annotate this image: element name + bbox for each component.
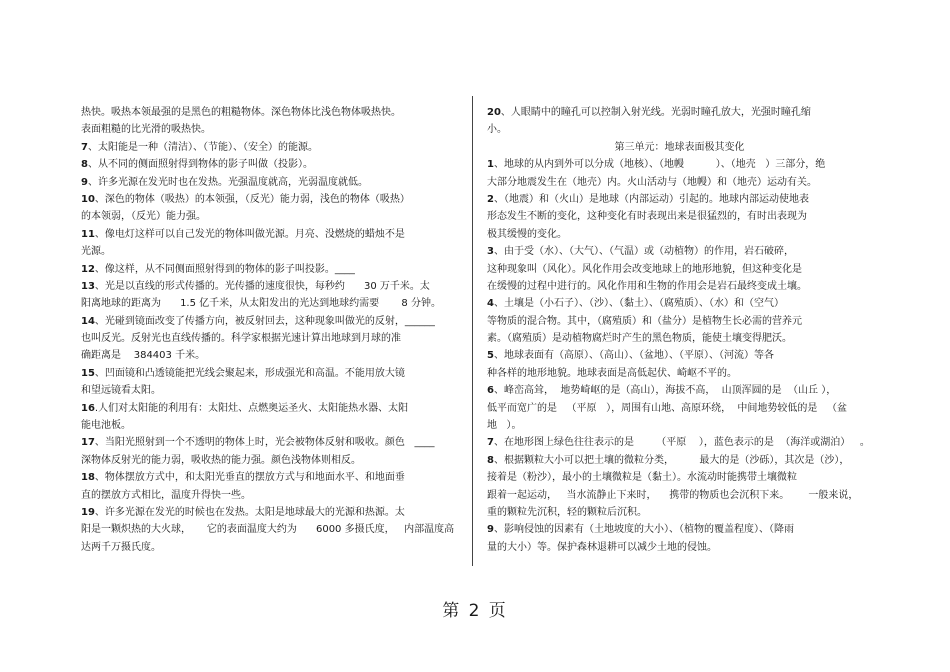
text-line <box>81 156 461 173</box>
text-line <box>81 191 461 208</box>
item-number: 3 <box>487 246 494 258</box>
text-line <box>81 139 461 156</box>
line-text: 大部分地震发生在（地壳）内。火山活动与（地幔）和（地壳）运动有关。 <box>487 176 817 188</box>
line-text: 、地球的从内到外可以分成（地核）、（地幔 ）、（地壳 ）三部分，绝 <box>493 159 826 171</box>
text-line <box>487 365 872 382</box>
text-line <box>487 174 872 191</box>
text-line <box>487 452 872 469</box>
text-line <box>81 521 461 538</box>
line-text: 阳是一颗炽热的大火球， 它的表面温度大约为 6000 多摄氏度， 内部温度高 <box>81 524 455 536</box>
line-text: 、光碰到镜面改变了传播方向，被反射回去，这种现象叫做光的反射，______ <box>94 315 435 327</box>
line-text: 量的大小）等。保护森林退耕可以减少土地的侵蚀。 <box>487 541 717 553</box>
text-line <box>487 295 872 312</box>
text-line <box>81 208 461 225</box>
text-line <box>487 156 872 173</box>
item-number: 6 <box>487 385 494 397</box>
text-line <box>487 330 872 347</box>
line-text: 素。（腐殖质）是动植物腐烂时产生的黑色物质，能使土壤变得肥沃。 <box>487 333 792 345</box>
line-text: 、当阳光照射到一个不透明的物体上时，光会被物体反射和吸收。颜色 ____ <box>94 437 435 449</box>
text-line <box>81 487 461 504</box>
text-line <box>487 121 872 138</box>
line-text: 、土壤是（小石子）、（沙）、（黏土）、（腐殖质）、（水）和（空气） <box>493 298 784 310</box>
text-line <box>487 261 872 278</box>
line-text: 、像这样，从不同侧面照射得到的物体的影子叫投影。____ <box>94 263 355 275</box>
line-text: 、从不同的侧面照射得到物体的影子叫做（投影）。 <box>87 159 313 171</box>
text-line <box>487 417 872 434</box>
item-number: 12 <box>81 263 95 275</box>
text-line <box>487 434 872 451</box>
text-line <box>487 504 872 521</box>
column-divider <box>472 96 473 566</box>
line-text: 、太阳能是一种（清洁）、（节能）、（安全）的能源。 <box>87 141 318 153</box>
item-number: 4 <box>487 298 494 310</box>
line-text: 深物体反射光的能力弱，吸收热的能力强。颜色浅物体则相反。 <box>81 454 361 466</box>
line-text: 、人眼睛中的瞳孔可以控制入射光线。光弱时瞳孔放大，光强时瞳孔缩 <box>500 107 811 118</box>
item-number: 8 <box>81 159 88 171</box>
text-line <box>487 469 872 486</box>
text-line <box>81 243 461 260</box>
line-text: 、地球表面有（高原）、（高山）、（盆地）、（平原）、（河流）等各 <box>493 350 774 362</box>
line-text: 第三单元：地球表面极其变化 <box>614 141 745 153</box>
line-text: 表面粗糙的比光滑的吸热快。 <box>81 124 211 136</box>
text-line <box>81 261 461 278</box>
item-number: 9 <box>81 176 88 188</box>
text-line <box>487 400 872 417</box>
line-text: 极其缓慢的变化。 <box>487 228 567 240</box>
line-text: 、深色的物体（吸热）的本领强，（反光）能力弱，浅色的物体（吸热） <box>94 193 410 205</box>
text-line <box>487 191 872 208</box>
left-column <box>81 104 461 556</box>
text-line <box>81 295 461 312</box>
line-text: 、物体摆放方式中，和太阳光垂直的摆放方式与和地面水平、和地面垂 <box>94 472 405 484</box>
text-line <box>487 382 872 399</box>
line-text: 能电池板。 <box>81 420 131 432</box>
item-number: 5 <box>487 350 494 362</box>
item-number: 15 <box>81 367 95 379</box>
text-line <box>487 104 872 121</box>
text-line <box>81 434 461 451</box>
line-text: 等物质的混合物。其中，（腐殖质）和（盐分）是植物生长必需的营养元 <box>487 315 802 327</box>
text-line <box>487 243 872 260</box>
line-text: 、许多光源在发光时也在发热。光强温度就高，光弱温度就低。 <box>87 176 368 188</box>
text-line <box>81 121 461 138</box>
line-text: 、光是以直线的形式传播的。光传播的速度很快，每秒约 30 万千米。太 <box>94 280 430 292</box>
text-line <box>81 226 461 243</box>
line-text: 光源。 <box>81 246 111 258</box>
item-number: 2 <box>487 193 494 205</box>
line-text: 、凹面镜和凸透镜能把光线会聚起来，形成强光和高温。不能用放大镜 <box>94 367 405 379</box>
line-text: 种各样的地形地貌。地球表面是高低起伏、崎岖不平的。 <box>487 367 737 379</box>
text-line <box>487 226 872 243</box>
line-text: 也叫反光。反射光也直线传播的。科学家根据光速计算出地球到月球的准 <box>81 333 401 345</box>
text-line <box>81 417 461 434</box>
text-line <box>487 278 872 295</box>
right-column <box>487 104 872 556</box>
item-number: 14 <box>81 315 95 327</box>
line-text: 阳离地球的距离为 1.5 亿千米，从太阳发出的光达到地球约需要 8 分钟。 <box>81 298 441 310</box>
item-number: 17 <box>81 437 95 449</box>
line-text: 直的摆放方式相比，温度升得快一些。 <box>81 489 251 501</box>
line-text: 、在地形图上绿色往往表示的是 （平原 ），蓝色表示的是 （海洋或湖泊） 。 <box>493 437 870 449</box>
line-text: 接着是（粉沙），最小的土壤微粒是（黏土）。水流动时能携带土壤微粒 <box>487 472 797 484</box>
text-line <box>81 365 461 382</box>
line-text: 跟着一起运动， 当水流静止下来时， 携带的物质也会沉积下来。 一般来说， <box>487 489 859 501</box>
text-line <box>487 487 872 504</box>
item-number: 11 <box>81 228 95 240</box>
line-text: 的本领弱，（反光）能力强。 <box>81 211 206 223</box>
line-text: 确距离是 384403 千米。 <box>81 350 206 362</box>
item-number: 10 <box>81 193 95 205</box>
text-line <box>81 278 461 295</box>
line-text: 热快。吸热本领最强的是黑色的粗糙物体。深色物体比浅色物体吸热快。 <box>81 107 401 118</box>
text-line <box>81 400 461 417</box>
line-text: 这种现象叫（风化）。风化作用会改变地球上的地形地貌，但这种变化是 <box>487 263 802 275</box>
line-text: 小。 <box>487 124 507 136</box>
line-text: 、峰峦高耸， 地势崎岖的是（高山），海拔不高， 山顶浑圆的是 （山丘 ）， <box>493 385 837 397</box>
line-text: 、影响侵蚀的因素有（土地坡度的大小）、（植物的覆盖程度）、（降雨 <box>493 524 794 536</box>
line-text: 形态发生不断的变化，这种变化有时表现出来是很猛烈的，有时出表现为 <box>487 211 807 223</box>
line-text: 、许多光源在发光的时候也在发热。太阳是地球最大的光源和热源。太 <box>94 506 405 518</box>
line-text: 重的颗粒先沉积，轻的颗粒后沉积。 <box>487 506 647 518</box>
item-number: 1 <box>487 159 494 171</box>
item-number: 9 <box>487 524 494 536</box>
line-text: 、像电灯这样可以自己发光的物体叫做光源。月亮、没燃烧的蜡烛不是 <box>94 228 405 240</box>
line-text: 在缓慢的过程中进行的。风化作用和生物的作用会是岩石最终变成土壤。 <box>487 280 807 292</box>
item-number: 7 <box>487 437 494 449</box>
text-line <box>81 347 461 364</box>
item-number: 7 <box>81 141 88 153</box>
text-line <box>81 330 461 347</box>
text-line <box>487 521 872 538</box>
text-line <box>81 382 461 399</box>
text-line <box>487 539 872 556</box>
text-line <box>81 539 461 556</box>
section-heading <box>487 139 872 156</box>
text-line <box>487 347 872 364</box>
line-text: 、（地震）和（火山）是地球（内部运动）引起的。地球内部运动使地表 <box>493 193 809 205</box>
line-text: 低平而宽广的是 （平原 ），周围有山地、高原环绕， 中间地势较低的是 （盆 <box>487 402 847 414</box>
text-line <box>81 469 461 486</box>
line-text: 达两千万摄氏度。 <box>81 541 161 553</box>
item-number: 20 <box>487 107 501 118</box>
line-text: 、根据颗粒大小可以把土壤的微粒分类， 最大的是（沙砾），其次是（沙）， <box>493 454 850 466</box>
item-number: 19 <box>81 506 95 518</box>
item-number: 18 <box>81 472 95 484</box>
text-line <box>487 313 872 330</box>
line-text: 地 ）。 <box>487 420 522 432</box>
item-number: 13 <box>81 280 95 292</box>
text-line <box>81 313 461 330</box>
page-number: 第 2 页 <box>442 601 508 621</box>
text-line <box>81 452 461 469</box>
line-text: 和望远镜看太阳。 <box>81 385 161 397</box>
item-number: 8 <box>487 454 494 466</box>
line-text: 、由于受（水）、（大气）、（气温）或（动植物）的作用，岩石破碎， <box>493 246 794 258</box>
text-line <box>81 174 461 191</box>
text-line <box>487 208 872 225</box>
line-text: .人们对太阳能的利用有：太阳灶、点燃奥运圣火、太阳能热水器、太阳 <box>94 402 409 414</box>
text-line <box>81 504 461 521</box>
item-number: 16 <box>81 402 95 414</box>
text-line <box>81 104 461 121</box>
